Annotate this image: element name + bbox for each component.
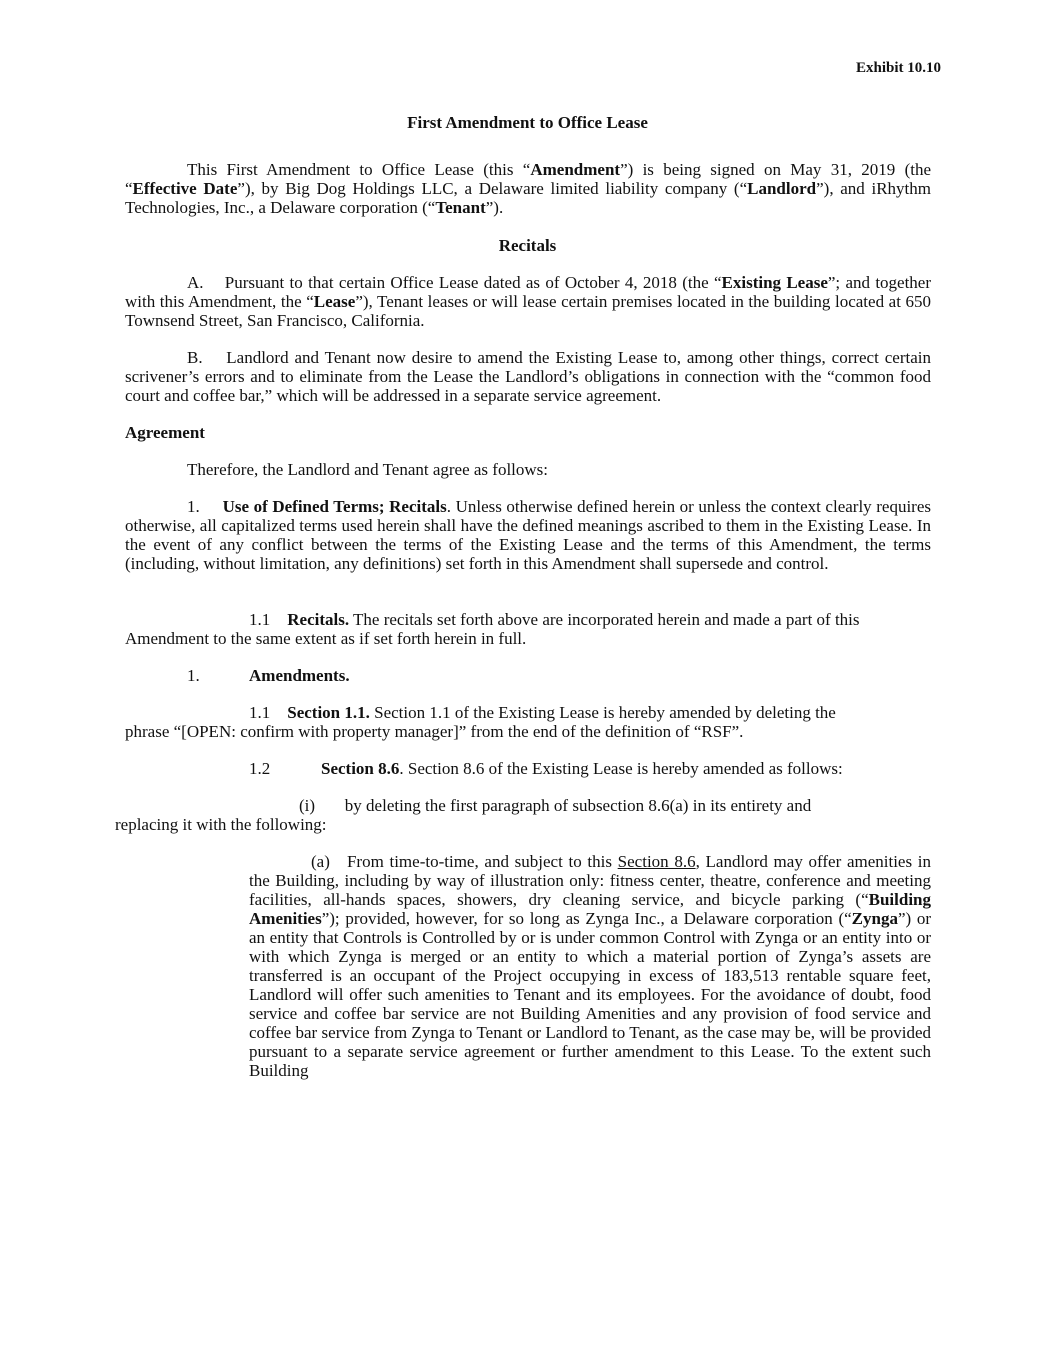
exhibit-label: Exhibit 10.10 bbox=[855, 60, 941, 76]
section-title: Section 8.6 bbox=[321, 759, 400, 778]
recital-text: A. Pursuant to that certain Office Lease dated as of October 4, 2018 (the “ bbox=[187, 273, 722, 292]
agreement-heading: Agreement bbox=[125, 423, 205, 442]
section-number: 1.1 bbox=[249, 610, 288, 629]
intro-text: ”), and iRhythm Technologies, Inc., a Delaware corporation (“ bbox=[125, 179, 931, 217]
section-amend-1-2-line bbox=[321, 759, 843, 778]
section-amend-1-1-line bbox=[249, 703, 836, 722]
section-text: The recitals set forth above are incorporated herein and made a part of this bbox=[349, 610, 860, 629]
section-amend-1-1-line: phrase “[OPEN: confirm with property manager]” from the end of the definition of “RSF”. bbox=[125, 722, 744, 741]
quote-text: (a) From time-to-time, and subject to this bbox=[311, 852, 618, 871]
defined-term-building-amenities: Building Amenities bbox=[249, 890, 931, 928]
section-text: . Section 8.6 of the Existing Lease is hereby amended as follows: bbox=[399, 759, 843, 778]
defined-term-existing-lease: Existing Lease bbox=[721, 273, 828, 292]
recital-a bbox=[125, 273, 931, 330]
section-reference: Section 8.6 bbox=[617, 852, 696, 871]
section-1-paragraph bbox=[125, 497, 931, 573]
amendments-heading: Amendments. bbox=[249, 666, 350, 685]
recital-text: ”), Tenant leases or will lease certain premises located in the building located at 650 Townsend Street, San Francisco, California. bbox=[125, 292, 931, 330]
defined-term-tenant: Tenant bbox=[435, 198, 486, 217]
quoted-subsection-a bbox=[249, 852, 931, 1080]
section-number: 1.2 bbox=[249, 759, 271, 778]
quote-text: ”); provided, however, for so long as Zynga Inc., a Delaware corporation (“ bbox=[321, 909, 852, 928]
section-1-1-line: Amendment to the same extent as if set forth herein in full. bbox=[125, 629, 527, 648]
intro-text: This First Amendment to Office Lease (this “ bbox=[187, 160, 531, 179]
recital-text: ”; and together with this Amendment, the “ bbox=[125, 273, 932, 311]
section-title: Use of Defined Terms; Recitals bbox=[222, 497, 447, 516]
section-text: . Unless otherwise defined herein or unless the context clearly requires otherwise, all capitalized terms used herein shall have the defined meanings ascribed to them in the Existing Lease. In the event of any conflict between the terms of the Existing Lease and the terms of this Amendment, the terms (including, without limitation, any definitions) set forth in this Amendment shall supersede and control. bbox=[125, 497, 931, 573]
defined-term-zynga: Zynga bbox=[851, 909, 898, 928]
defined-term-landlord: Landlord bbox=[747, 179, 817, 198]
item-i-line: replacing it with the following: bbox=[115, 815, 327, 834]
recital-b: B. Landlord and Tenant now desire to amend the Existing Lease to, among other things, correct certain scrivener’s errors and to eliminate from the Lease the Landlord’s obligations in connection with the “common food court and coffee bar,” which will be addressed in a separate service agreement. bbox=[125, 348, 931, 405]
defined-term-lease: Lease bbox=[313, 292, 356, 311]
quote-text: ”) or an entity that Controls is Controlled by or is under common Control with Zynga or an entity into or with which Zynga is merged or an entity to which a material portion of Zynga’s assets are transferred is an occupant of the Project occupying in excess of 183,513 rentable square feet, Landlord will offer such amenities to Tenant and its employees. For the avoidance of doubt, food service and coffee bar service are not Building Amenities and any provision of food service and coffee bar service from Zynga to Tenant or Landlord to Tenant, as the case may be, will be provided pursuant to a separate service agreement or further amendment to this Lease. To the extent such Building bbox=[249, 909, 931, 1080]
defined-term-amendment: Amendment bbox=[530, 160, 621, 179]
therefore-paragraph: Therefore, the Landlord and Tenant agree as follows: bbox=[187, 460, 549, 479]
section-title: Section 1.1. bbox=[287, 703, 370, 722]
defined-term-effective-date: Effective Date bbox=[132, 179, 238, 198]
section-title: Recitals. bbox=[287, 610, 350, 629]
intro-text: ”). bbox=[485, 198, 504, 217]
intro-paragraph bbox=[125, 160, 931, 217]
document-title: First Amendment to Office Lease bbox=[407, 113, 648, 132]
intro-text: ”), by Big Dog Holdings LLC, a Delaware limited liability company (“ bbox=[237, 179, 748, 198]
recitals-heading: Recitals bbox=[498, 236, 557, 255]
section-number: 1.1 bbox=[249, 703, 288, 722]
section-number: 1. bbox=[187, 666, 200, 685]
section-1-1-line bbox=[249, 610, 860, 629]
section-text: Section 1.1 of the Existing Lease is hereby amended by deleting the bbox=[369, 703, 836, 722]
item-i-line: (i) by deleting the first paragraph of subsection 8.6(a) in its entirety and bbox=[299, 796, 812, 815]
quote-text: , Landlord may offer amenities in the Building, including by way of illustration only: fitness center, theatre, conference and meeting facilities, all-hands spaces, showers, dry cleaning service, and bicycle parking (“ bbox=[249, 852, 932, 909]
section-number: 1. bbox=[187, 497, 223, 516]
intro-text: ”) is being signed on May 31, 2019 (the “ bbox=[125, 160, 932, 198]
